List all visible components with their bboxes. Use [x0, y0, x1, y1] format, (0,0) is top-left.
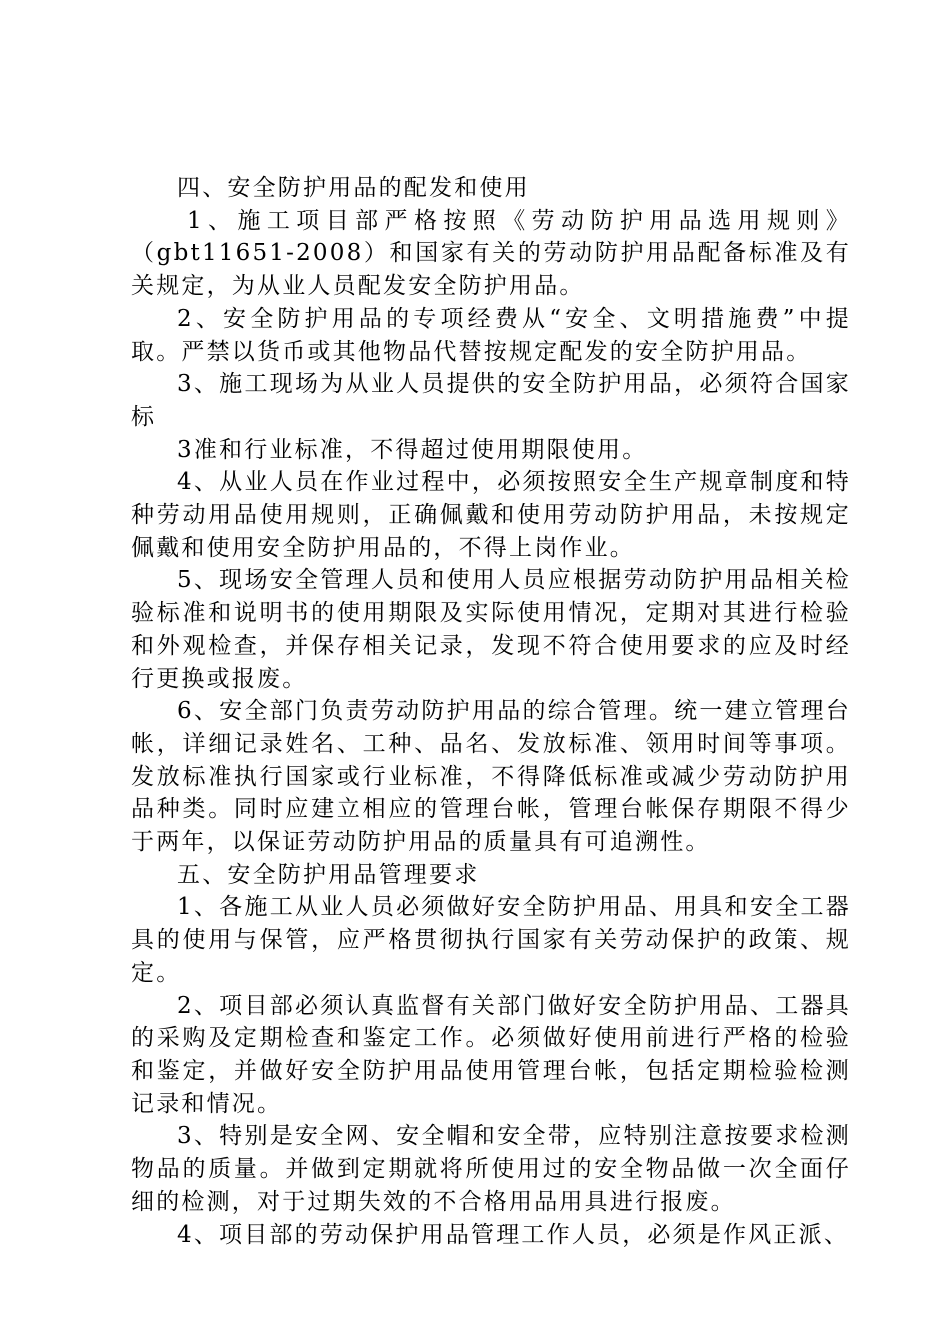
paragraph-item-4: 4、从业人员在作业过程中，必须按照安全生产规章制度和特种劳动用品使用规则，正确佩戴和使用劳动防护用品，未按规定佩戴和使用安全防护用品的，不得上岗作业。 [131, 469, 851, 561]
paragraph-item-3-continued: 3准和行业标准，不得超过使用期限使用。 [177, 436, 648, 463]
paragraph-req-3: 3、特别是安全网、安全帽和安全带，应特别注意按要求检测物品的质量。并做到定期就将所使用过的安全物品做一次全面仔细的检测，对于过期失效的不合格用品用具进行报废。 [131, 1123, 851, 1215]
section-heading-five: 五、安全防护用品管理要求 [177, 861, 480, 888]
paragraph-item-5: 5、现场安全管理人员和使用人员应根据劳动防护用品相关检验标准和说明书的使用期限及实际使用情况，定期对其进行检验和外观检查，并保存相关记录，发现不符合使用要求的应及时经行更换或报废。 [131, 567, 851, 692]
paragraph-req-1: 1、各施工从业人员必须做好安全防护用品、用具和安全工器具的使用与保管，应严格贯彻执行国家有关劳动保护的政策、规定。 [131, 894, 851, 986]
paragraph-item-2: 2、安全防护用品的专项经费从“安全、文明措施费”中提取。严禁以货币或其他物品代替按规定配发的安全防护用品。 [131, 305, 851, 365]
paragraph-item-1: 1、施工项目部严格按照《劳动防护用品选用规则》（gbt11651-2008）和国家有关的劳动防护用品配备标准及有关规定，为从业人员配发安全防护用品。 [131, 207, 851, 300]
document-body [131, 172, 851, 1251]
paragraph-req-4: 4、项目部的劳动保护用品管理工作人员，必须是作风正派、 [177, 1221, 850, 1248]
paragraph-item-6: 6、安全部门负责劳动防护用品的综合管理。统一建立管理台帐，详细记录姓名、工种、品名、发放标准、领用时间等事项。发放标准执行国家或行业标准，不得降低标准或减少劳动防护用品种类。同时应建立相应的管理台帐，管理台帐保存期限不得少于两年，以保证劳动防护用品的质量具有可追溯性。 [131, 698, 851, 856]
paragraph-item-3: 3、施工现场为从业人员提供的安全防护用品，必须符合国家标 [131, 371, 851, 430]
paragraph-req-2: 2、项目部必须认真监督有关部门做好安全防护用品、工器具的采购及定期检查和鉴定工作。必须做好使用前进行严格的检验和鉴定，并做好安全防护用品使用管理台帐，包括定期检验检测记录和情况。 [131, 992, 851, 1117]
section-heading-four: 四、安全防护用品的配发和使用 [177, 175, 530, 201]
